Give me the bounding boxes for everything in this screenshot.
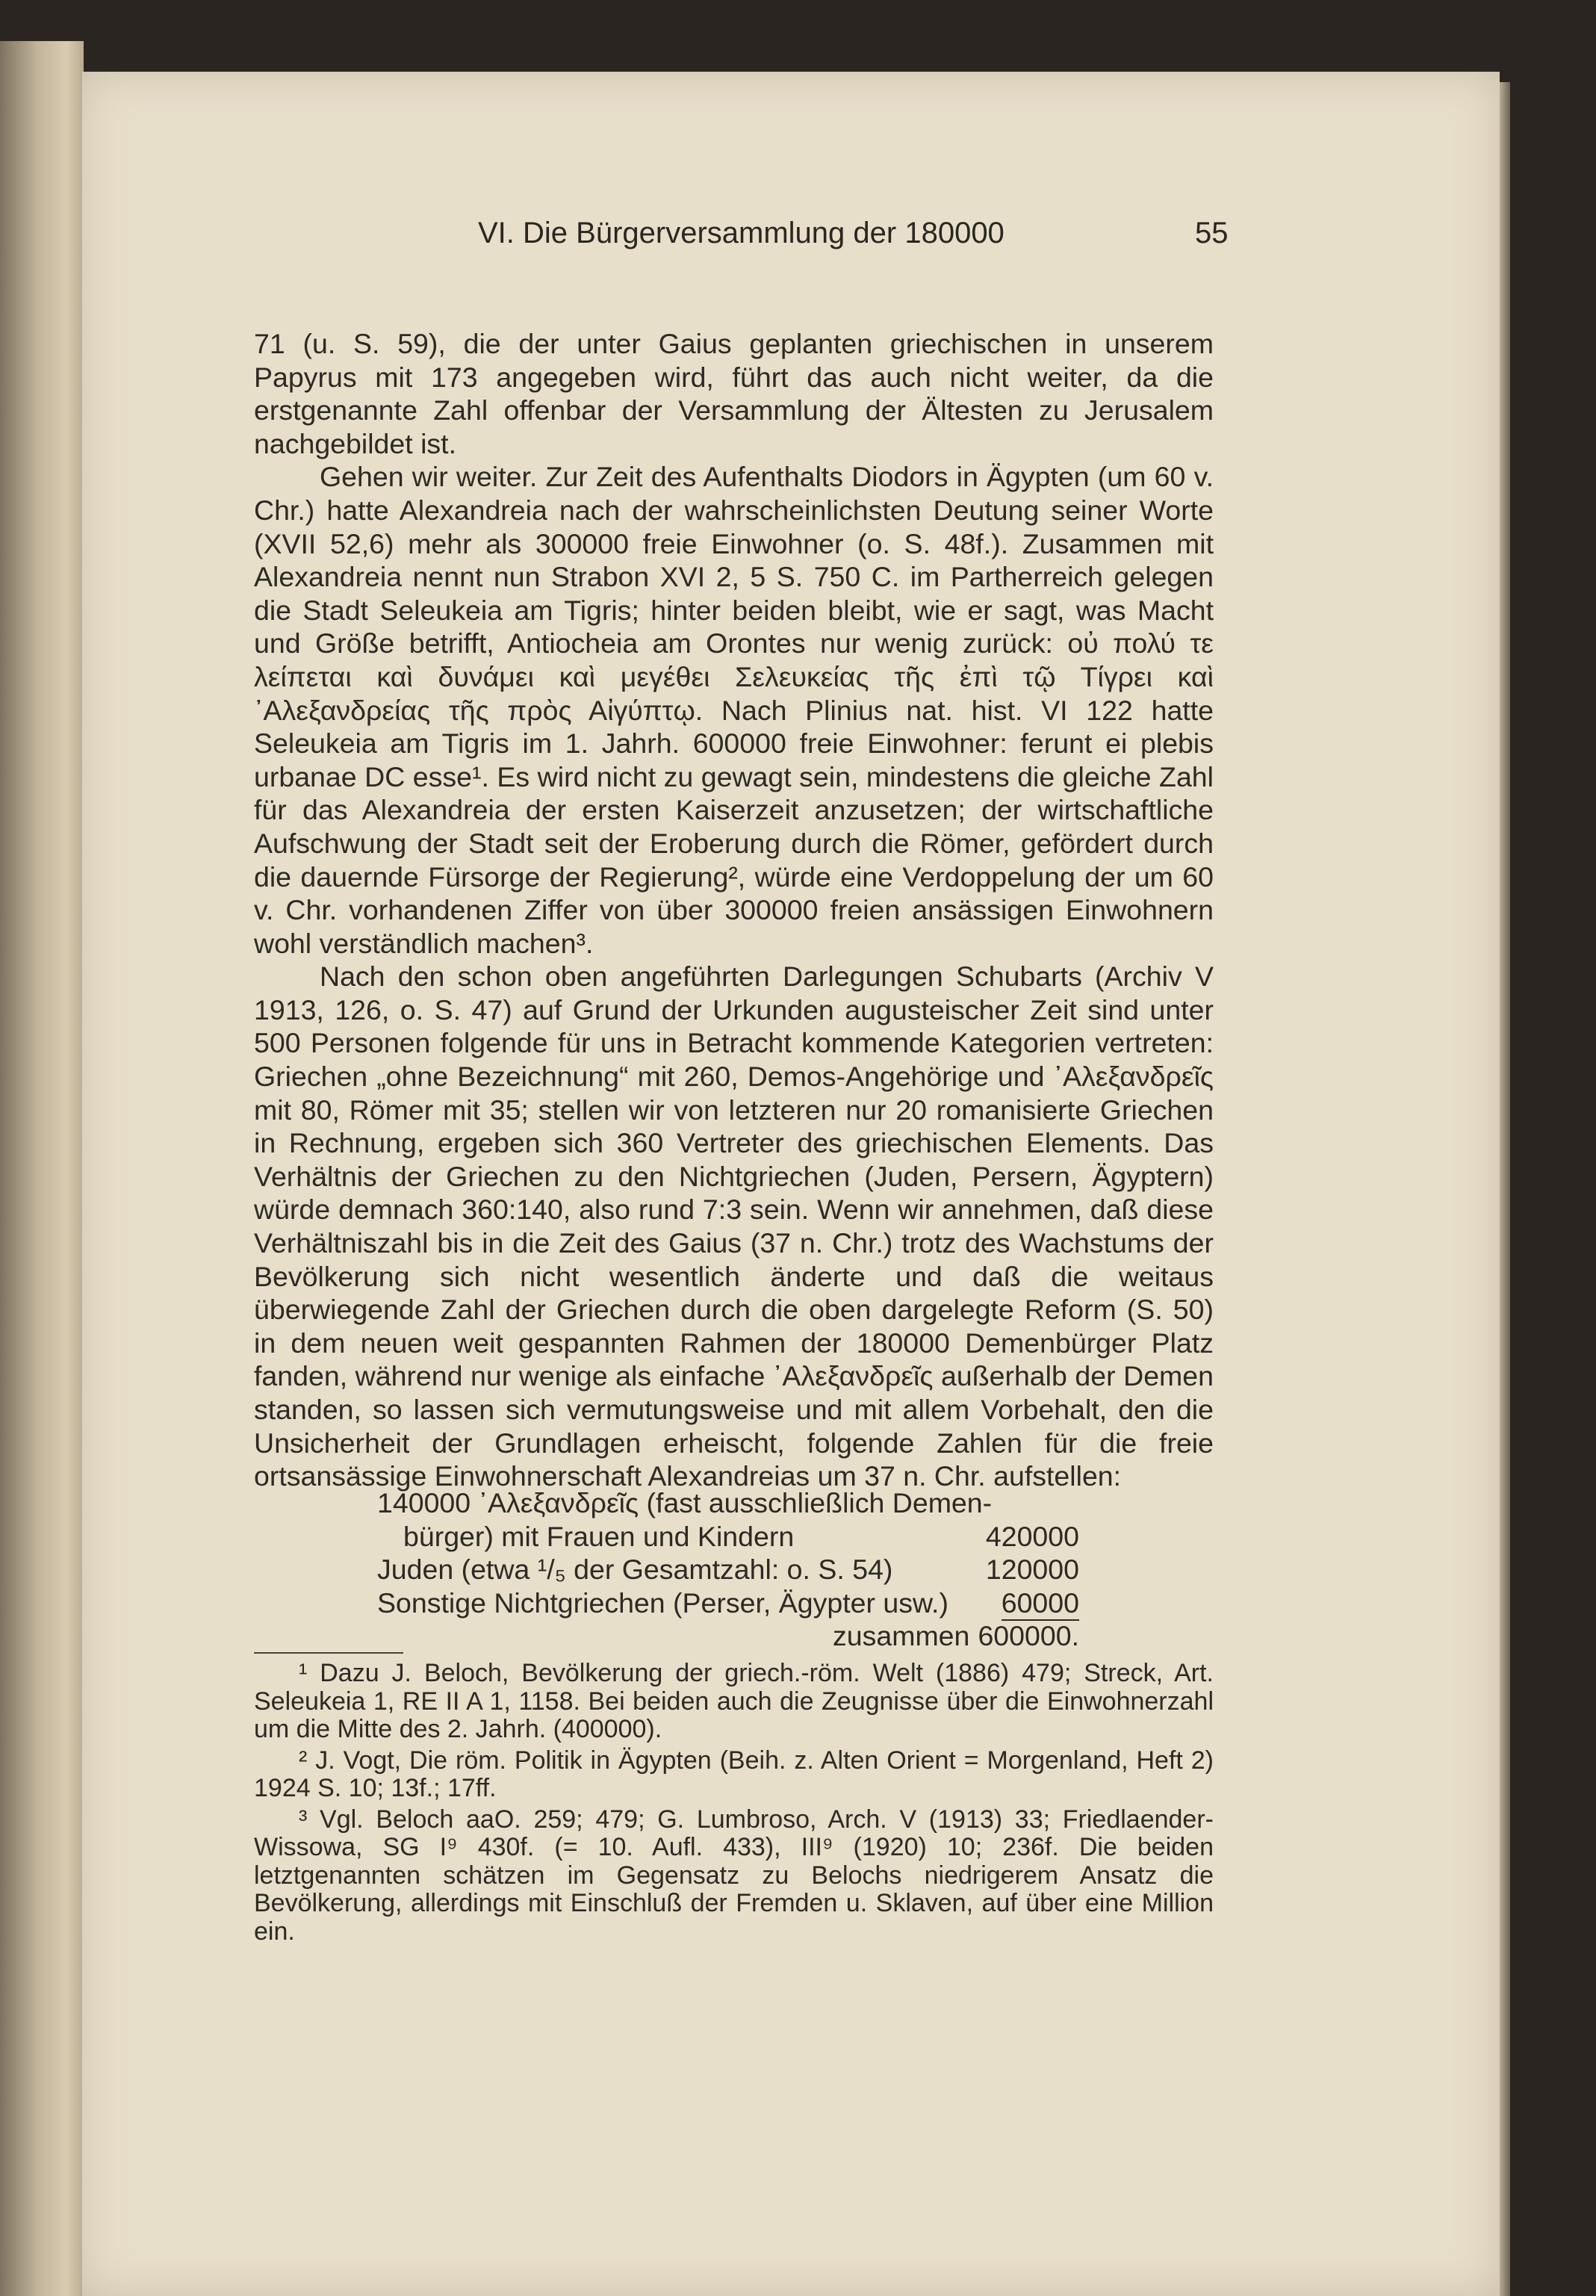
footnote-2: ² J. Vogt, Die röm. Politik in Ägypten (Beih. z. Alten Orient = Morgenland, Heft 2) 1924 S. 10; 13f.; 17ff. [254, 1746, 1214, 1802]
table-row-label: bürger) mit Frauen und Kindern [403, 1520, 795, 1552]
table-row-label: Juden (etwa ¹/₅ der Gesamtzahl: o. S. 54) [377, 1554, 893, 1586]
footnote-3: ³ Vgl. Beloch aaO. 259; 479; G. Lumbroso, Arch. V (1913) 33; Friedlaender-Wissowa, SG I⁹ 430f. (= 10. Aufl. 433), III⁹ (1920) 10; 236f. Die beiden letztgenannten schätzen im Gegensatz zu Belochs niedrigerem Ansatz die Bevölkerung, allerdings mit Einschluß der Fremden u. Sklaven, auf über eine Million ein. [254, 1805, 1214, 1946]
table-row-value: 120000 [985, 1554, 1079, 1586]
footnote-1: ¹ Dazu J. Beloch, Bevölkerung der griech.-röm. Welt (1886) 479; Streck, Art. Seleukeia 1, RE II A 1, 1158. Bei beiden auch die Zeugnisse über die Einwohnerzahl um die Mitte des 2. Jahrh. (400000). [254, 1659, 1214, 1743]
footnote-divider [254, 1652, 403, 1654]
table-row-value: 420000 [985, 1520, 1079, 1552]
paragraph-3: Nach den schon oben angeführten Darlegungen Schubarts (Archiv V 1913, 126, o. S. 47) auf Grund der Urkunden augusteischer Zeit sind unter 500 Personen folgende für uns in Betracht kommende Kategorien vertreten: Griechen „ohne Bezeichnung“ mit 260, Demos-Angehörige und ᾿Αλεξανδρεῖς mit 80, Römer mit 35; stellen wir von letzteren nur 20 romanisierte Griechen in Rechnung, ergeben sich 360 Vertreter des griechischen Elements. Das Verhältnis der Griechen zu den Nichtgriechen (Juden, Persern, Ägyptern) würde demnach 360:140, also rund 7:3 sein. Wenn wir annehmen, daß diese Verhältniszahl bis in die Zeit des Gaius (37 n. Chr.) trotz des Wachstums der Bevölkerung sich nicht wesentlich änderte und daß die weitaus überwiegende Zahl der Griechen durch die oben dargelegte Reform (S. 50) in dem neuen weit gespannten Rahmen der 180000 Demenbürger Platz fanden, während nur wenige als einfache ᾿Αλεξανδρεῖς außerhalb der Demen standen, so lassen sich vermutungsweise und mit allem Vorbehalt, den die Unsicherheit der Grundlagen erheischt, folgende Zahlen für die freie ortsansässige Einwohnerschaft Alexandreias um 37 n. Chr. aufstellen: [254, 961, 1214, 1492]
table-row [254, 1586, 1214, 1620]
footnotes [254, 1660, 1214, 1949]
adjacent-page-edge [0, 41, 84, 2296]
table-row [254, 1520, 1214, 1554]
table-row [254, 1553, 1214, 1586]
table-row-label: Sonstige Nichtgriechen (Perser, Ägypter usw.) [377, 1586, 948, 1619]
paragraph-1: 71 (u. S. 59), die der unter Gaius geplanten griechischen in unserem Papyrus mit 173 angegeben wird, führt das auch nicht weiter, da die erstgenannte Zahl offenbar der Versammlung der Ältesten zu Jerusalem nachgebildet ist. [254, 328, 1214, 459]
table-total-row [254, 1619, 1214, 1653]
paragraph-2: Gehen wir weiter. Zur Zeit des Aufenthalts Diodors in Ägypten (um 60 v. Chr.) hatte Alexandreia nach der wahrscheinlichsten Deutung seiner Worte (XVII 52,6) mehr als 300000 freie Einwohner (o. S. 48f.). Zusammen mit Alexandreia nennt nun Strabon XVI 2, 5 S. 750 C. im Partherreich gelegen die Stadt Seleukeia am Tigris; hinter beiden bleibt, wie er sagt, was Macht und Größe betrifft, Antiocheia am Orontes nur wenig zurück: οὐ πολύ τε λείπεται καὶ δυνάμει καὶ μεγέθει Σελευκείας τῆς ἐπὶ τῷ Τίγρει καὶ ᾿Αλεξανδρείας τῆς πρὸς Αἰγύπτῳ. Nach Plinius nat. hist. VI 122 hatte Seleukeia am Tigris im 1. Jahrh. 600000 freie Einwohner: ferunt ei plebis urbanae DC esse¹. Es wird nicht zu gewagt sein, mindestens die gleiche Zahl für das Alexandreia der ersten Kaiserzeit anzusetzen; der wirtschaftliche Aufschwung der Stadt seit der Eroberung durch die Römer, gefördert durch die dauernde Fürsorge der Regierung², würde eine Verdoppelung der um 60 v. Chr. vorhandenen Ziffer von über 300000 freien ansässigen Einwohnern wohl verständlich machen³. [254, 461, 1214, 959]
table-total-value: 600000. [978, 1620, 1079, 1652]
table-row-value: 60000 [1002, 1586, 1079, 1622]
population-table [254, 1486, 1214, 1653]
page-number: 55 [1195, 217, 1229, 249]
table-total-label: zusammen [833, 1620, 970, 1652]
page-edge-right [1500, 82, 1510, 2296]
main-text [254, 327, 1214, 1493]
table-row-label: 140000 ᾿Αλεξανδρεῖς (fast ausschließlich Demen- [377, 1487, 993, 1518]
table-row [254, 1486, 1214, 1520]
running-title: VI. Die Bürgerversammlung der 180000 [478, 217, 1005, 249]
